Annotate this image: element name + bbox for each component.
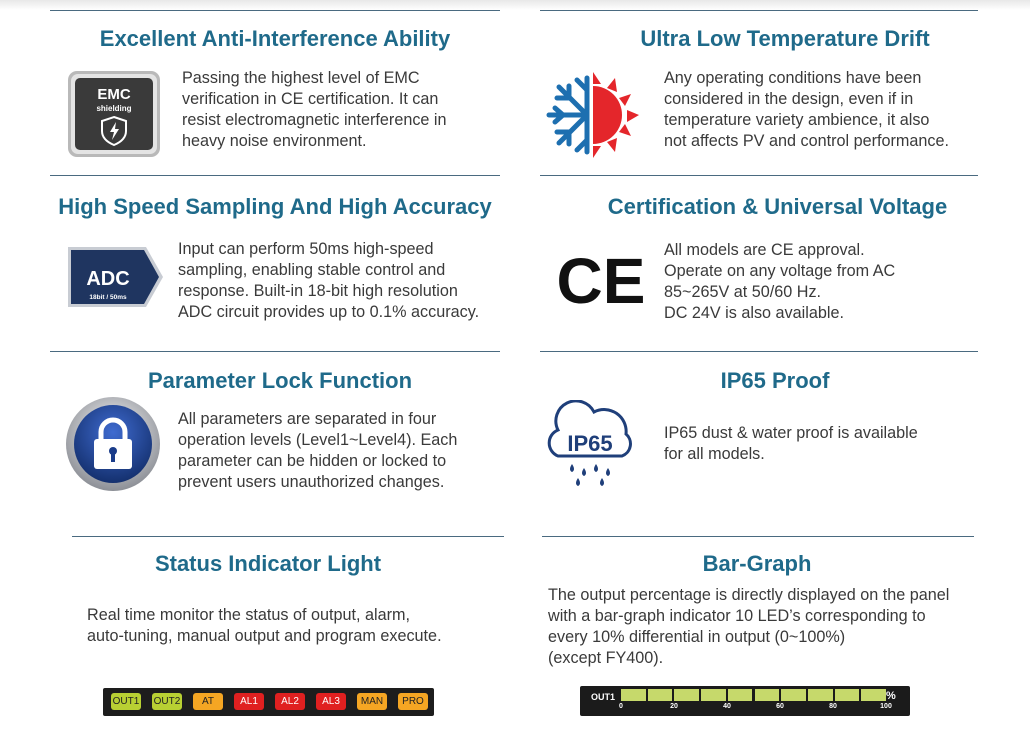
adc-chip-icon bbox=[68, 246, 164, 308]
status-led-at: AT bbox=[193, 693, 223, 710]
bar-graph-tick: 60 bbox=[776, 703, 784, 710]
emc-shielding-icon bbox=[67, 70, 161, 158]
divider-row4-right bbox=[542, 536, 974, 537]
bar-graph-segment bbox=[674, 689, 699, 701]
bar-graph-segment bbox=[835, 689, 860, 701]
status-led-pro: PRO bbox=[398, 693, 428, 710]
feature-title-certification: Certification & Universal Voltage bbox=[607, 194, 948, 219]
feature-title-ip65: IP65 Proof bbox=[720, 368, 830, 393]
svg-text:EMC: EMC bbox=[97, 86, 131, 103]
feature-text-temperature-drift: Any operating conditions have been considered in the design, even if in temperature variety ambience, it also not affects PV and control performance. bbox=[664, 69, 949, 150]
bar-graph-output-label: OUT1 bbox=[591, 692, 616, 702]
svg-text:shielding: shielding bbox=[96, 104, 132, 113]
bar-graph-segment bbox=[861, 689, 886, 701]
feature-text-ip65: IP65 dust & water proof is available for all models. bbox=[664, 424, 918, 463]
feature-title-temperature-drift: Ultra Low Temperature Drift bbox=[640, 26, 930, 51]
bar-graph-tick: 100 bbox=[880, 703, 892, 710]
feature-title-high-speed-sampling: High Speed Sampling And High Accuracy bbox=[58, 194, 492, 219]
status-led-al2: AL2 bbox=[275, 693, 305, 710]
bar-graph-segment bbox=[701, 689, 726, 701]
feature-text-anti-interference: Passing the highest level of EMC verification in CE certification. It can resist electromagnetic interference in heavy noise environment. bbox=[182, 69, 447, 150]
status-indicator-panel bbox=[103, 688, 434, 716]
bar-graph-segment bbox=[621, 689, 646, 701]
status-led-al3: AL3 bbox=[316, 693, 346, 710]
divider-row3-left bbox=[50, 351, 500, 352]
bar-graph-percent-unit: % bbox=[886, 690, 896, 702]
bar-graph-tick: 40 bbox=[723, 703, 731, 710]
feature-text-high-speed-sampling: Input can perform 50ms high-speed sampling, enabling stable control and response. Built-in 18-bit high resolution ADC circuit provides up to 0.1% accuracy. bbox=[178, 240, 480, 321]
svg-text:CE: CE bbox=[556, 250, 646, 312]
status-led-man: MAN bbox=[357, 693, 387, 710]
feature-text-status-indicator: Real time monitor the status of output, alarm, auto-tuning, manual output and program execute. bbox=[87, 606, 442, 645]
feature-title-status-indicator: Status Indicator Light bbox=[154, 551, 382, 576]
feature-text-certification: All models are CE approval. Operate on any voltage from AC 85~265V at 50/60 Hz. DC 24V is also available. bbox=[664, 241, 896, 322]
divider-top-right bbox=[540, 10, 978, 11]
ip65-cloud-icon bbox=[544, 400, 636, 490]
ce-mark-icon bbox=[553, 250, 649, 312]
svg-text:18bit / 50ms: 18bit / 50ms bbox=[89, 294, 127, 301]
feature-title-bar-graph: Bar-Graph bbox=[702, 551, 812, 576]
status-led-out2: OUT2 bbox=[152, 693, 182, 710]
divider-top-left bbox=[50, 10, 500, 11]
svg-text:IP65: IP65 bbox=[567, 431, 613, 456]
feature-text-bar-graph: The output percentage is directly displayed on the panel with a bar-graph indicator 10 LED’s corresponding to every 10% differential in output (0~100%) (except FY400). bbox=[548, 586, 950, 667]
feature-title-anti-interference: Excellent Anti-Interference Ability bbox=[99, 26, 451, 51]
top-shadow bbox=[0, 0, 1030, 10]
divider-row2-right bbox=[540, 175, 978, 176]
bar-graph-segment bbox=[648, 689, 673, 701]
divider-row2-left bbox=[50, 175, 500, 176]
status-led-al1: AL1 bbox=[234, 693, 264, 710]
bar-graph-tick: 0 bbox=[619, 703, 623, 710]
feature-title-parameter-lock: Parameter Lock Function bbox=[147, 368, 413, 393]
bar-graph-tick: 80 bbox=[829, 703, 837, 710]
snowflake-sun-icon bbox=[543, 70, 641, 160]
feature-text-parameter-lock: All parameters are separated in four operation levels (Level1~Level4). Each parameter can be hidden or locked to prevent users unauthorized changes. bbox=[178, 410, 458, 491]
divider-row3-right bbox=[540, 351, 978, 352]
bar-graph-segment bbox=[781, 689, 806, 701]
svg-text:ADC: ADC bbox=[86, 268, 130, 290]
bar-graph-segment bbox=[755, 689, 780, 701]
bar-graph-segment bbox=[808, 689, 833, 701]
bar-graph-tick: 20 bbox=[670, 703, 678, 710]
lock-icon bbox=[65, 396, 161, 492]
bar-graph-segment bbox=[728, 689, 753, 701]
divider-row4-left bbox=[72, 536, 504, 537]
status-led-out1: OUT1 bbox=[111, 693, 141, 710]
bar-graph-panel bbox=[580, 686, 910, 716]
